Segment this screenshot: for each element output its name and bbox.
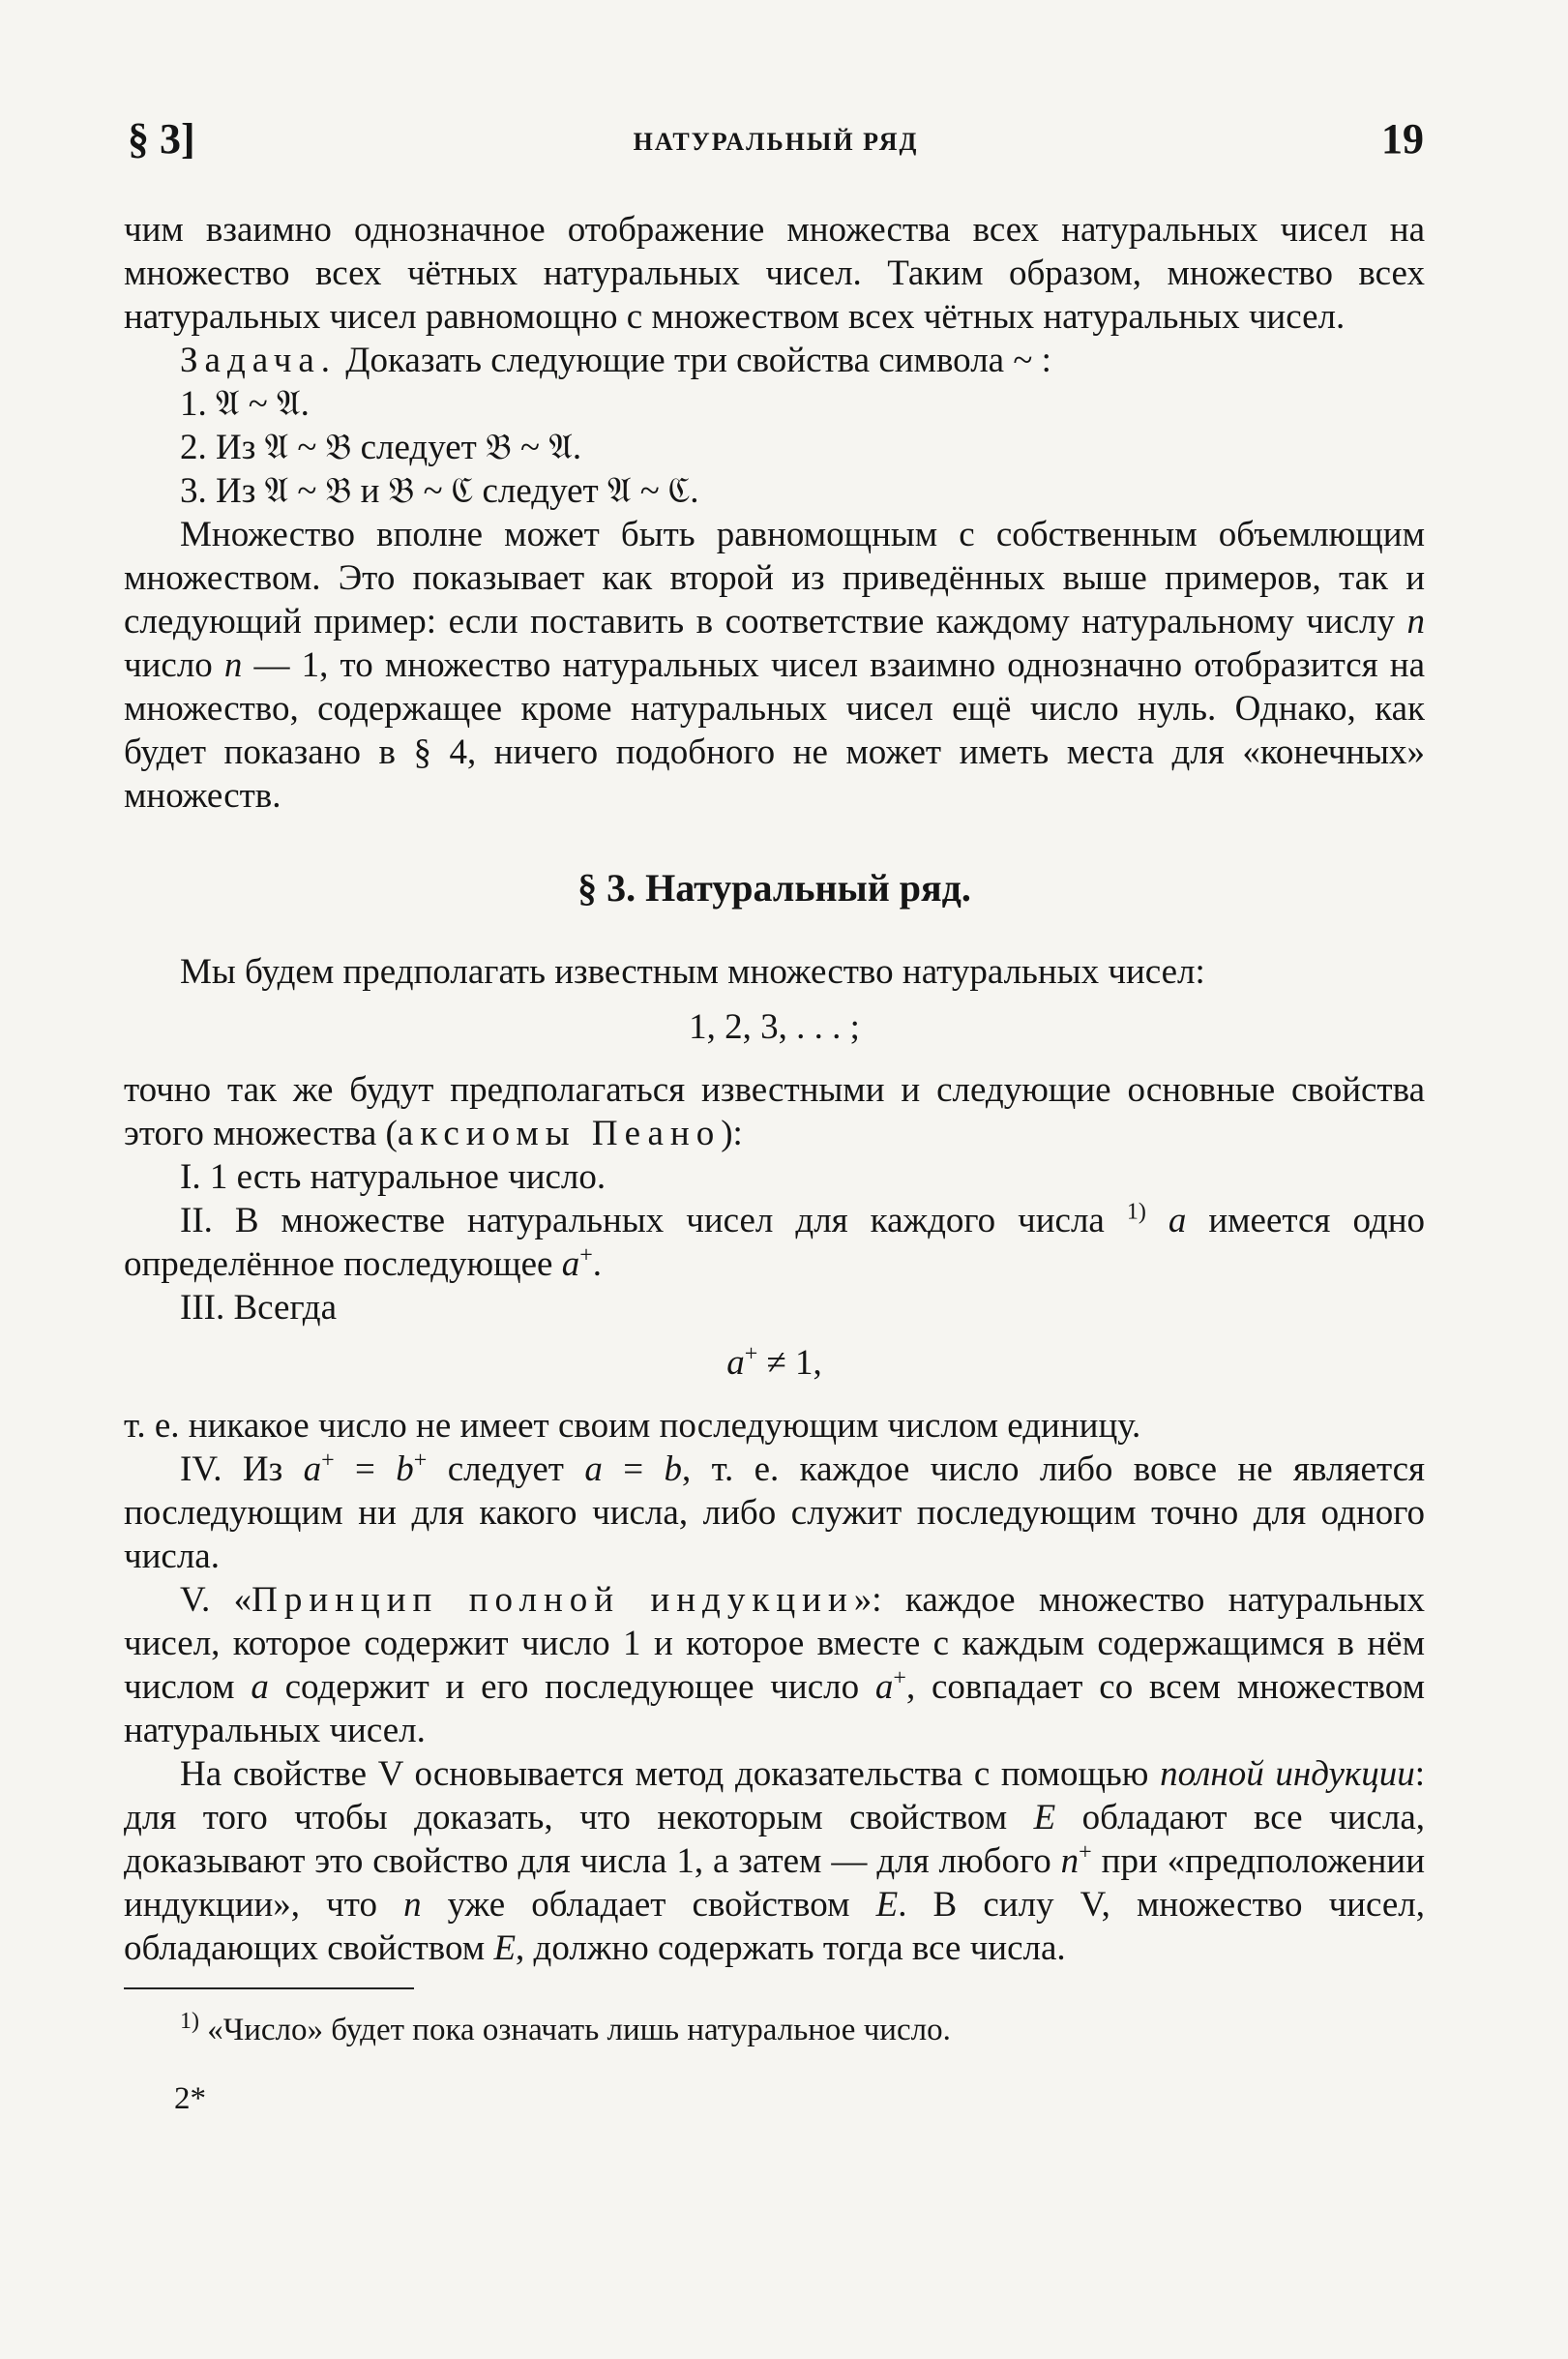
text-span: при «предположении индукции», что (124, 1841, 1425, 1925)
paragraph-induction (124, 1752, 1425, 1970)
variable: n (1060, 1841, 1080, 1881)
axiom-1: I. 1 есть натуральное число. (180, 1157, 606, 1197)
paragraph-no-unit: т. е. никакое число не имеет своим последующим числом единицу. (124, 1406, 1141, 1446)
italic-term: полной индукции (1160, 1754, 1415, 1794)
variable: a (584, 1449, 603, 1489)
text-span: точно так же будут предполагаться известными и следующие основные свойства этого множества ( (124, 1070, 1425, 1153)
variable: a (874, 1667, 894, 1707)
footnote-rule (124, 1987, 414, 1989)
variable: E (875, 1885, 899, 1925)
text-span: . (592, 1244, 602, 1284)
paragraph-axioms-intro (124, 1068, 1425, 1155)
text-span: II. В множестве натуральных чисел для каждого числа (180, 1201, 1127, 1240)
axiom-3: III. Всегда (180, 1288, 338, 1328)
text-span: ≠ 1, (757, 1343, 822, 1383)
variable: E (493, 1928, 517, 1968)
task-text: Доказать следующие три свойства символа ~ : (337, 341, 1051, 380)
axiom-5 (124, 1578, 1425, 1752)
task-item: 2. Из 𝔄 ~ 𝔅 следует 𝔅 ~ 𝔄. (180, 428, 582, 467)
footnote (124, 2009, 1425, 2052)
superscript: + (893, 1665, 906, 1691)
formula (124, 1341, 1425, 1385)
superscript: + (321, 1448, 335, 1474)
variable: a (726, 1343, 745, 1383)
axiom-4 (124, 1448, 1425, 1578)
text-span: число (124, 645, 224, 685)
axiom-2 (124, 1199, 1425, 1286)
task-item: 1. 𝔄 ~ 𝔄. (180, 384, 310, 424)
text-span: — 1, то множество натуральных чисел взаимно однозначно отобразится на множество, содержащее кроме натуральных чисел ещё число нуль. Однако, как будет показано в § 4, ничего подобного не может иметь места для «конечных» множеств. (124, 645, 1425, 816)
text-span: обладают все числа, доказывают это свойство для числа 1, а затем — для любого (124, 1798, 1425, 1881)
variable: a (303, 1449, 322, 1489)
footnote-marker: 1) (180, 2009, 199, 2034)
variable: a (561, 1244, 580, 1284)
variable: a (1168, 1201, 1187, 1240)
number-sequence: 1, 2, 3, . . . ; (689, 1007, 860, 1047)
text-span: ): (721, 1114, 743, 1153)
variable: b (664, 1449, 682, 1489)
text-span: = (334, 1449, 397, 1489)
spaced-term: аксиомы Пеано (397, 1114, 722, 1153)
text-span: . В силу V, множество чисел, обладающих свойством (124, 1885, 1425, 1968)
footnote-marker: 1) (1126, 1199, 1146, 1225)
variable: b (396, 1449, 414, 1489)
variable: n (223, 645, 243, 685)
superscript: + (413, 1448, 428, 1474)
superscript: + (1079, 1839, 1092, 1866)
text-span: , т. е. каждое число либо вовсе не является последующим ни для какого числа, либо служит последующим точно для одного числа. (124, 1449, 1426, 1576)
text-span: , совпадает со всем множеством натуральных чисел. (124, 1667, 1425, 1750)
text-span: На свойстве V основывается метод доказательства с помощью (180, 1754, 1161, 1794)
header-section: § 3] (128, 115, 195, 163)
text-span (1146, 1201, 1169, 1240)
spaced-term: Принцип полной индукции (251, 1580, 854, 1620)
text-span: IV. Из (180, 1449, 304, 1489)
variable: E (1033, 1798, 1056, 1837)
variable: n (403, 1885, 422, 1925)
superscript: + (744, 1341, 758, 1367)
footnote-text: «Число» будет пока означать лишь натуральное число. (199, 2013, 951, 2047)
page-number: 19 (1381, 115, 1424, 163)
text-span: : для того чтобы доказать, что некоторым свойством (124, 1754, 1425, 1837)
variable: a (251, 1667, 269, 1707)
section-title: § 3. Натуральный ряд. (577, 866, 971, 910)
signature-mark: 2* (174, 2081, 206, 2116)
text-span: следует (427, 1449, 585, 1489)
page-body (124, 208, 1425, 2121)
paragraph-equipotent (124, 513, 1425, 818)
variable: n (1406, 602, 1425, 642)
text-span: »: каждое множество натуральных чисел, которое содержит число 1 и которое вместе с каждым содержащимся в нём числом (124, 1580, 1425, 1707)
header-title: НАТУРАЛЬНЫЙ РЯД (633, 128, 919, 156)
text-span: Множество вполне может быть равномощным с собственным объемлющим множеством. Это показывает как второй из приведённых выше примеров, так и следующий пример: если поставить в соответствие каждому натуральному числу (124, 515, 1425, 642)
task-item: 3. Из 𝔄 ~ 𝔅 и 𝔅 ~ ℭ следует 𝔄 ~ ℭ. (180, 471, 699, 511)
paragraph-continuation: чим взаимно однозначное отображение множества всех натуральных чисел на множество всех чётных натуральных чисел. Таким образом, множество всех натуральных чисел равномощно с множеством всех чётных натуральных чисел. (124, 210, 1425, 337)
task-label: Задача. (180, 341, 338, 380)
text-span: уже обладает свойством (421, 1885, 876, 1925)
text-span: имеется одно определённое последующее (124, 1201, 1426, 1284)
superscript: + (579, 1242, 593, 1269)
paragraph-intro: Мы будем предполагать известным множество натуральных чисел: (180, 952, 1205, 992)
text-span: = (602, 1449, 665, 1489)
text-span: содержит и его последующее число (268, 1667, 875, 1707)
text-span: , должно содержать тогда все числа. (516, 1928, 1066, 1968)
text-span: V. « (180, 1580, 252, 1620)
task-paragraph (124, 339, 1425, 382)
running-header (128, 114, 1424, 172)
